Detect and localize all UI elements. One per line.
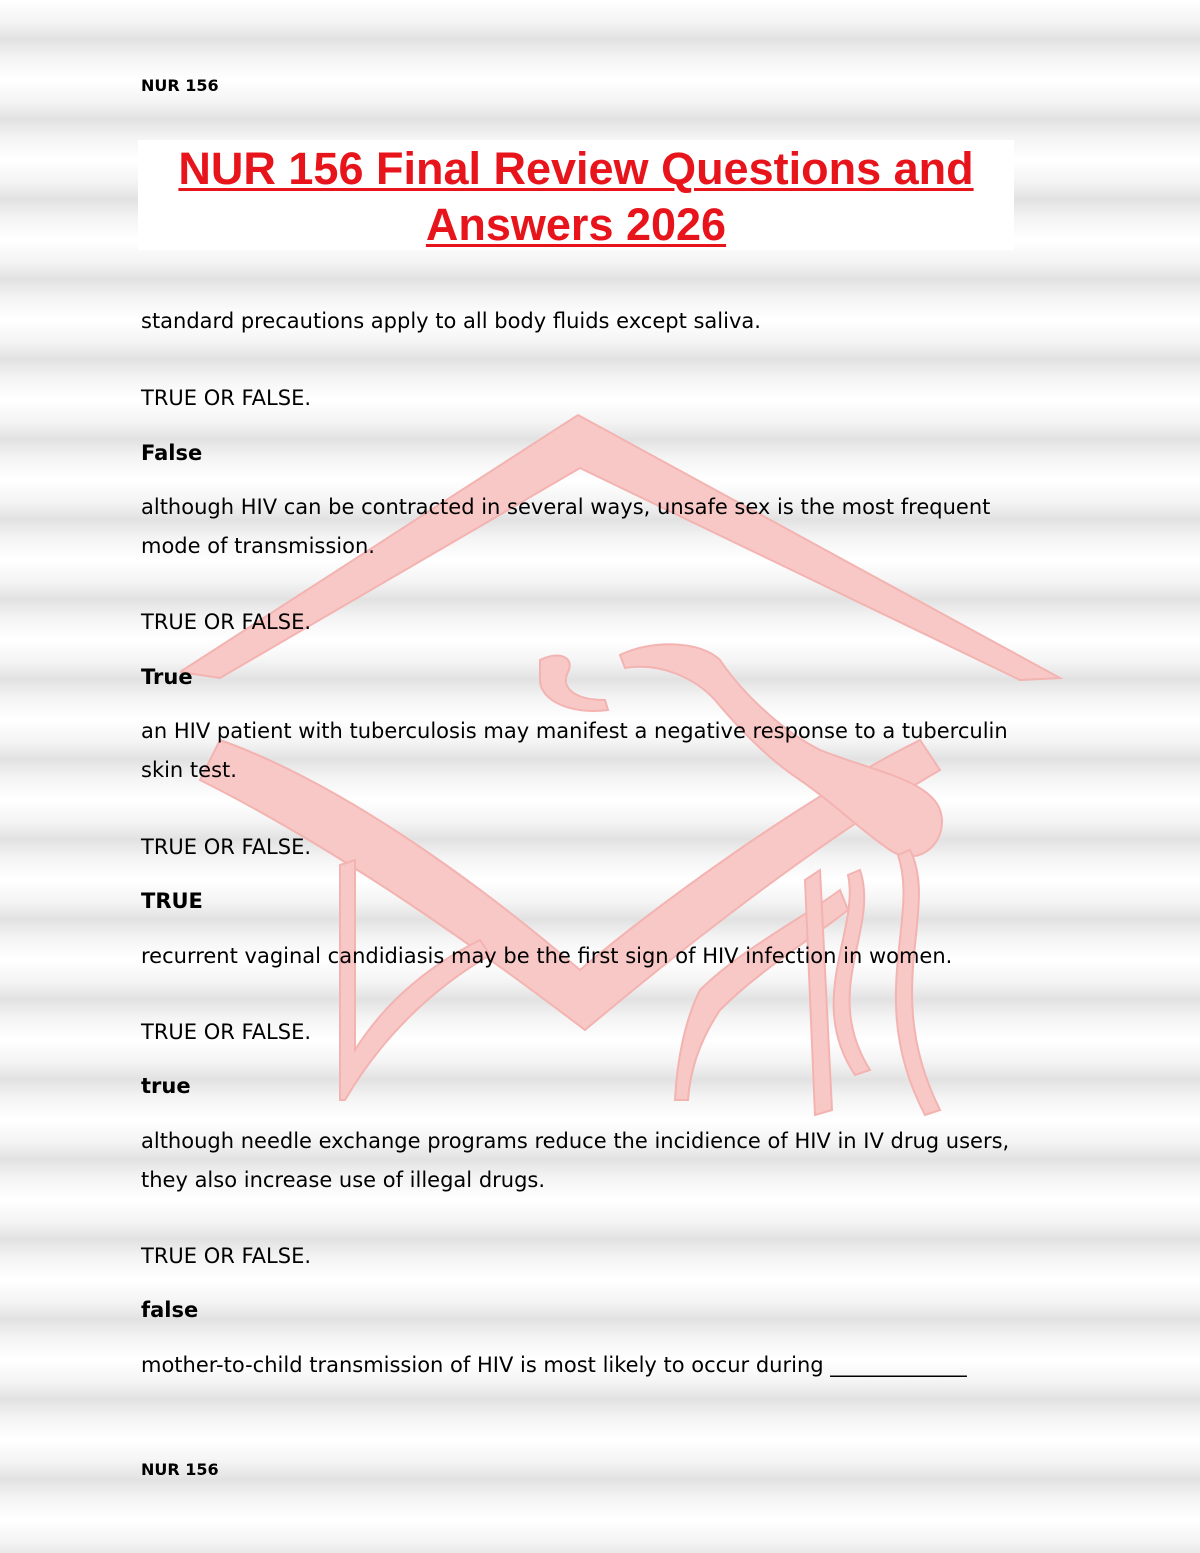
- question-text: an HIV patient with tuberculosis may manifest a negative response to a tuberculin: [141, 719, 1008, 743]
- question-text: although HIV can be contracted in several ways, unsafe sex is the most frequent: [141, 495, 991, 519]
- page-footer: NUR 156: [141, 1460, 219, 1479]
- question-text: mother-to-child transmission of HIV is most likely to occur during _____________: [141, 1353, 967, 1377]
- question-prompt: TRUE OR FALSE.: [141, 386, 312, 410]
- question-text: mode of transmission.: [141, 534, 375, 558]
- question-text: although needle exchange programs reduce the incidience of HIV in IV drug users,: [141, 1129, 1010, 1153]
- question-answer: false: [141, 1298, 199, 1322]
- document-title: [138, 140, 1014, 250]
- title-line-2: Answers 2026: [425, 199, 727, 250]
- question-answer: TRUE: [141, 889, 203, 913]
- question-answer: true: [141, 1074, 191, 1098]
- question-prompt: TRUE OR FALSE.: [141, 835, 312, 859]
- question-answer: True: [141, 665, 193, 689]
- question-text: standard precautions apply to all body fluids except saliva.: [141, 309, 761, 333]
- question-prompt: TRUE OR FALSE.: [141, 1020, 312, 1044]
- question-text: they also increase use of illegal drugs.: [141, 1168, 546, 1192]
- title-line-1: NUR 156 Final Review Questions and: [178, 143, 974, 194]
- page-header: NUR 156: [141, 76, 219, 95]
- question-text: skin test.: [141, 758, 237, 782]
- question-prompt: TRUE OR FALSE.: [141, 610, 312, 634]
- question-prompt: TRUE OR FALSE.: [141, 1244, 312, 1268]
- question-text: recurrent vaginal candidiasis may be the first sign of HIV infection in women.: [141, 944, 953, 968]
- question-answer: False: [141, 441, 203, 465]
